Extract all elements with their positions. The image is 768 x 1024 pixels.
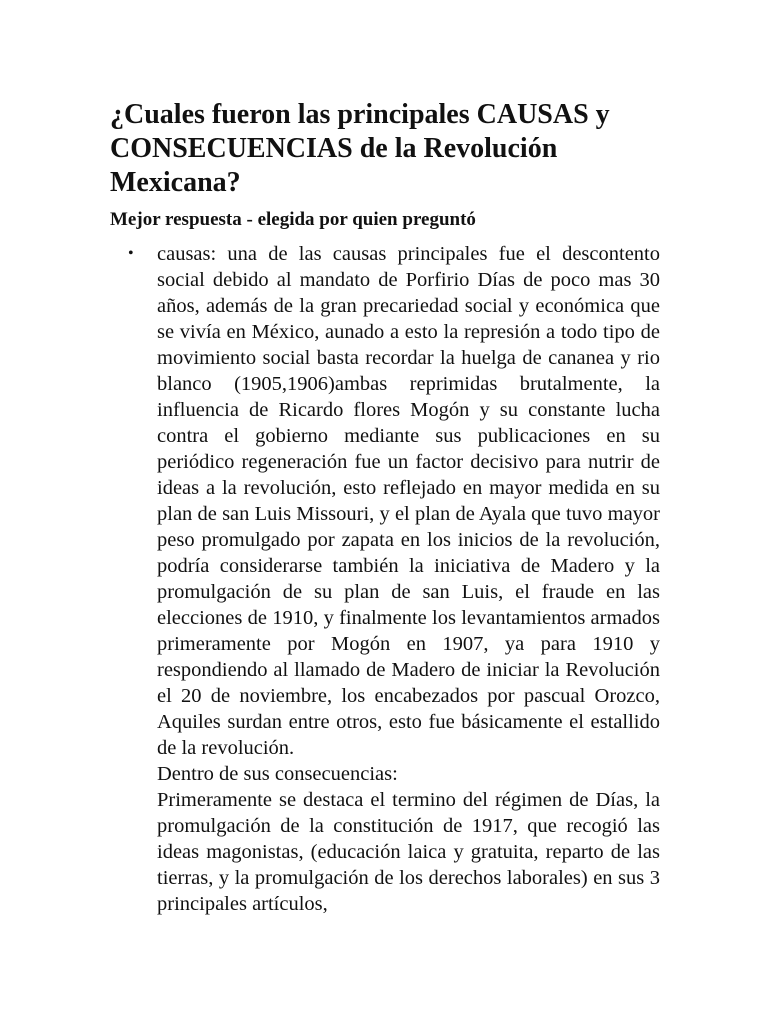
answer-list <box>110 241 660 917</box>
answer-causes-paragraph: • causas: una de las causas principales fue el descontento social debido al mandato de Porfirio Días de poco mas 30 años, además de la gran precariedad social y económica que se vivía en México, aunado a esto la represión a todo tipo de movimiento social basta recordar la huelga de cananea y rio blanco (1905,1906)ambas reprimidas brutalmente, la influencia de Ricardo flores Mogón y su constante lucha contra el gobierno mediante sus publicaciones en su periódico regeneración fue un factor decisivo para nutrir de ideas a la revolución, esto reflejado en mayor medida en su plan de san Luis Missouri, y el plan de Ayala que tuvo mayor peso promulgado por zapata en los inicios de la revolución, podría considerarse también la iniciativa de Madero y la promulgación de su plan de san Luis, el fraude en las elecciones de 1910, y finalmente los levantamientos armados primeramente por Mogón en 1907, ya para 1910 y respondiendo al llamado de Madero de iniciar la Revolución el 20 de noviembre, los encabezados por pascual Orozco, Aquiles surdan entre otros, esto fue básicamente el estallido de la revolución. <box>157 243 660 759</box>
answer-list-item <box>157 241 660 917</box>
answer-consequences-heading: Dentro de sus consecuencias: <box>157 763 398 785</box>
best-answer-heading: Mejor respuesta - elegida por quien preguntó <box>110 209 476 230</box>
question-title: ¿Cuales fueron las principales CAUSAS y CONSECUENCIAS de la Revolución Mexicana? <box>110 99 610 198</box>
document-page <box>110 98 660 917</box>
answer-consequences-paragraph: Primeramente se destaca el termino del régimen de Días, la promulgación de la constitución de 1917, que recogió las ideas magonistas, (educación laica y gratuita, reparto de las tierras, y la promulgación de los derechos laborales) en sus 3 principales artículos, <box>157 789 660 915</box>
